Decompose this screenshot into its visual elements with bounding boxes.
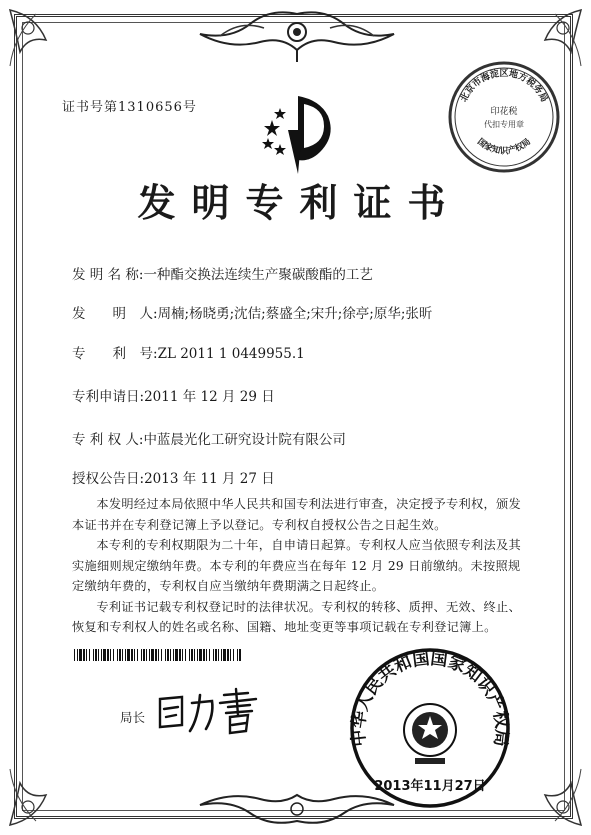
certificate-body <box>72 494 530 638</box>
barcode-bar <box>158 649 159 661</box>
grant-date-value: 2013 年 11 月 27 日 <box>144 471 275 487</box>
corner-ornament-bottom-left <box>6 759 76 829</box>
barcode-bar <box>237 649 238 661</box>
barcode-bar <box>233 649 234 661</box>
application-date-label: 专利申请日: <box>72 389 145 405</box>
barcode-bar <box>77 649 78 661</box>
barcode-bar <box>230 649 231 661</box>
barcode-bar <box>173 649 174 661</box>
barcode-bar <box>127 649 130 661</box>
barcode-bar <box>203 649 205 661</box>
barcode-bar <box>95 649 97 661</box>
barcode <box>74 649 242 661</box>
barcode-bar <box>79 649 82 661</box>
patent-office-emblem <box>258 90 348 180</box>
barcode-bar <box>215 649 217 661</box>
barcode-bar <box>137 649 138 661</box>
inventors-value: 周楠;杨晓勇;沈佶;蔡盛全;宋升;徐亭;原华;张昕 <box>157 306 433 322</box>
barcode-bar <box>194 649 195 661</box>
barcode-bar <box>191 649 193 661</box>
tax-stamp-outer-text: 北京市海淀区地方税务局 <box>459 69 549 104</box>
inventors-label: 发 明 人: <box>72 306 158 322</box>
barcode-bar <box>155 649 157 661</box>
barcode-bar <box>165 649 166 661</box>
barcode-bar <box>182 649 183 661</box>
barcode-bar <box>141 649 142 661</box>
body-paragraph-1: 本发明经过本局依照中华人民共和国专利法进行审查，决定授予专利权，颁发本证书并在专利登记簿上予以登记。专利权自授权公告之日起生效。 <box>72 497 521 532</box>
grant-date-row <box>72 467 275 487</box>
inventors-row <box>72 302 432 322</box>
barcode-bar <box>185 649 186 661</box>
barcode-bar <box>161 649 162 661</box>
invention-name-value: 一种酯交换法连续生产聚碳酸酯的工艺 <box>143 267 373 283</box>
barcode-bar <box>101 649 102 661</box>
barcode-bar <box>175 649 178 661</box>
corner-ornament-top-left <box>6 6 76 76</box>
tax-stamp-bottom-text: 国家知识产权局 <box>475 136 533 157</box>
barcode-bar <box>103 649 106 661</box>
patentee-row <box>72 428 346 448</box>
barcode-bar <box>197 649 198 661</box>
barcode-bar <box>218 649 219 661</box>
barcode-bar <box>206 649 207 661</box>
director-label: 局长 <box>120 710 146 725</box>
barcode-bar <box>221 649 222 661</box>
certificate-title: 发明专利证书 <box>137 180 462 225</box>
body-paragraph-2: 本专利的专利权期限为二十年，自申请日起算。专利权人应当依照专利法及其实施细则规定缴纳年费。本专利的年费应当在每年 12 月 29 日前缴纳。未按照规定缴纳年费的，专利权自应当缴纳年费期满之日起终止。 <box>72 538 521 593</box>
barcode-bar <box>143 649 145 661</box>
barcode-bar <box>209 649 210 661</box>
barcode-bar <box>223 649 226 661</box>
certificate-number: 证书号第1310656号 <box>62 100 197 115</box>
patentee-value: 中蓝晨光化工研究设计院有限公司 <box>143 432 346 448</box>
barcode-bar <box>107 649 109 661</box>
application-date-row <box>72 385 275 405</box>
barcode-bar <box>179 649 181 661</box>
body-paragraph-3: 专利证书记载专利权登记时的法律状况。专利权的转移、质押、无效、终止、恢复和专利权人的姓名或名称、国籍、地址变更等事项记载在专利登记簿上。 <box>72 599 521 634</box>
patent-number-row <box>72 342 305 362</box>
barcode-bar <box>74 649 75 661</box>
barcode-bar <box>131 649 133 661</box>
barcode-bar <box>149 649 150 661</box>
barcode-bar <box>189 649 190 661</box>
tax-stamp <box>445 58 563 176</box>
barcode-bar <box>125 649 126 661</box>
barcode-bar <box>227 649 229 661</box>
barcode-bar <box>134 649 135 661</box>
application-date-value: 2011 年 12 月 29 日 <box>144 389 275 405</box>
barcode-bar <box>89 649 90 661</box>
barcode-bar <box>213 649 214 661</box>
grant-date-label: 授权公告日: <box>72 471 145 487</box>
tax-stamp-center-line2: 代扣专用章 <box>484 120 524 129</box>
barcode-bar <box>151 649 154 661</box>
corner-ornament-bottom-right <box>515 759 585 829</box>
barcode-bar <box>86 649 87 661</box>
barcode-bar <box>117 649 118 661</box>
seal-date: 2013年11月27日 <box>374 779 486 794</box>
svg-text:国家知识产权局 <box>475 136 533 156</box>
seal-ring-text: 中华人民共和国国家知识产权局 <box>348 648 512 748</box>
top-ornament <box>190 6 405 66</box>
barcode-bar <box>119 649 121 661</box>
tax-stamp-center-line1: 印花税 <box>490 107 518 117</box>
barcode-bar <box>199 649 202 661</box>
official-seal <box>345 640 515 810</box>
barcode-bar <box>122 649 123 661</box>
barcode-bar <box>170 649 171 661</box>
invention-name-label: 发 明 名 称: <box>72 267 144 283</box>
patent-number-value: ZL 2011 1 0449955.1 <box>157 346 305 362</box>
patent-number-label: 专 利 号: <box>72 346 158 362</box>
barcode-bar <box>113 649 114 661</box>
invention-name-row <box>72 263 373 283</box>
barcode-bar <box>167 649 169 661</box>
barcode-bar <box>110 649 111 661</box>
barcode-bar <box>98 649 99 661</box>
patentee-label: 专 利 权 人: <box>72 432 144 448</box>
barcode-bar <box>146 649 147 661</box>
barcode-bar <box>239 649 241 661</box>
barcode-bar <box>83 649 85 661</box>
barcode-bar <box>93 649 94 661</box>
director-signature <box>152 685 272 737</box>
